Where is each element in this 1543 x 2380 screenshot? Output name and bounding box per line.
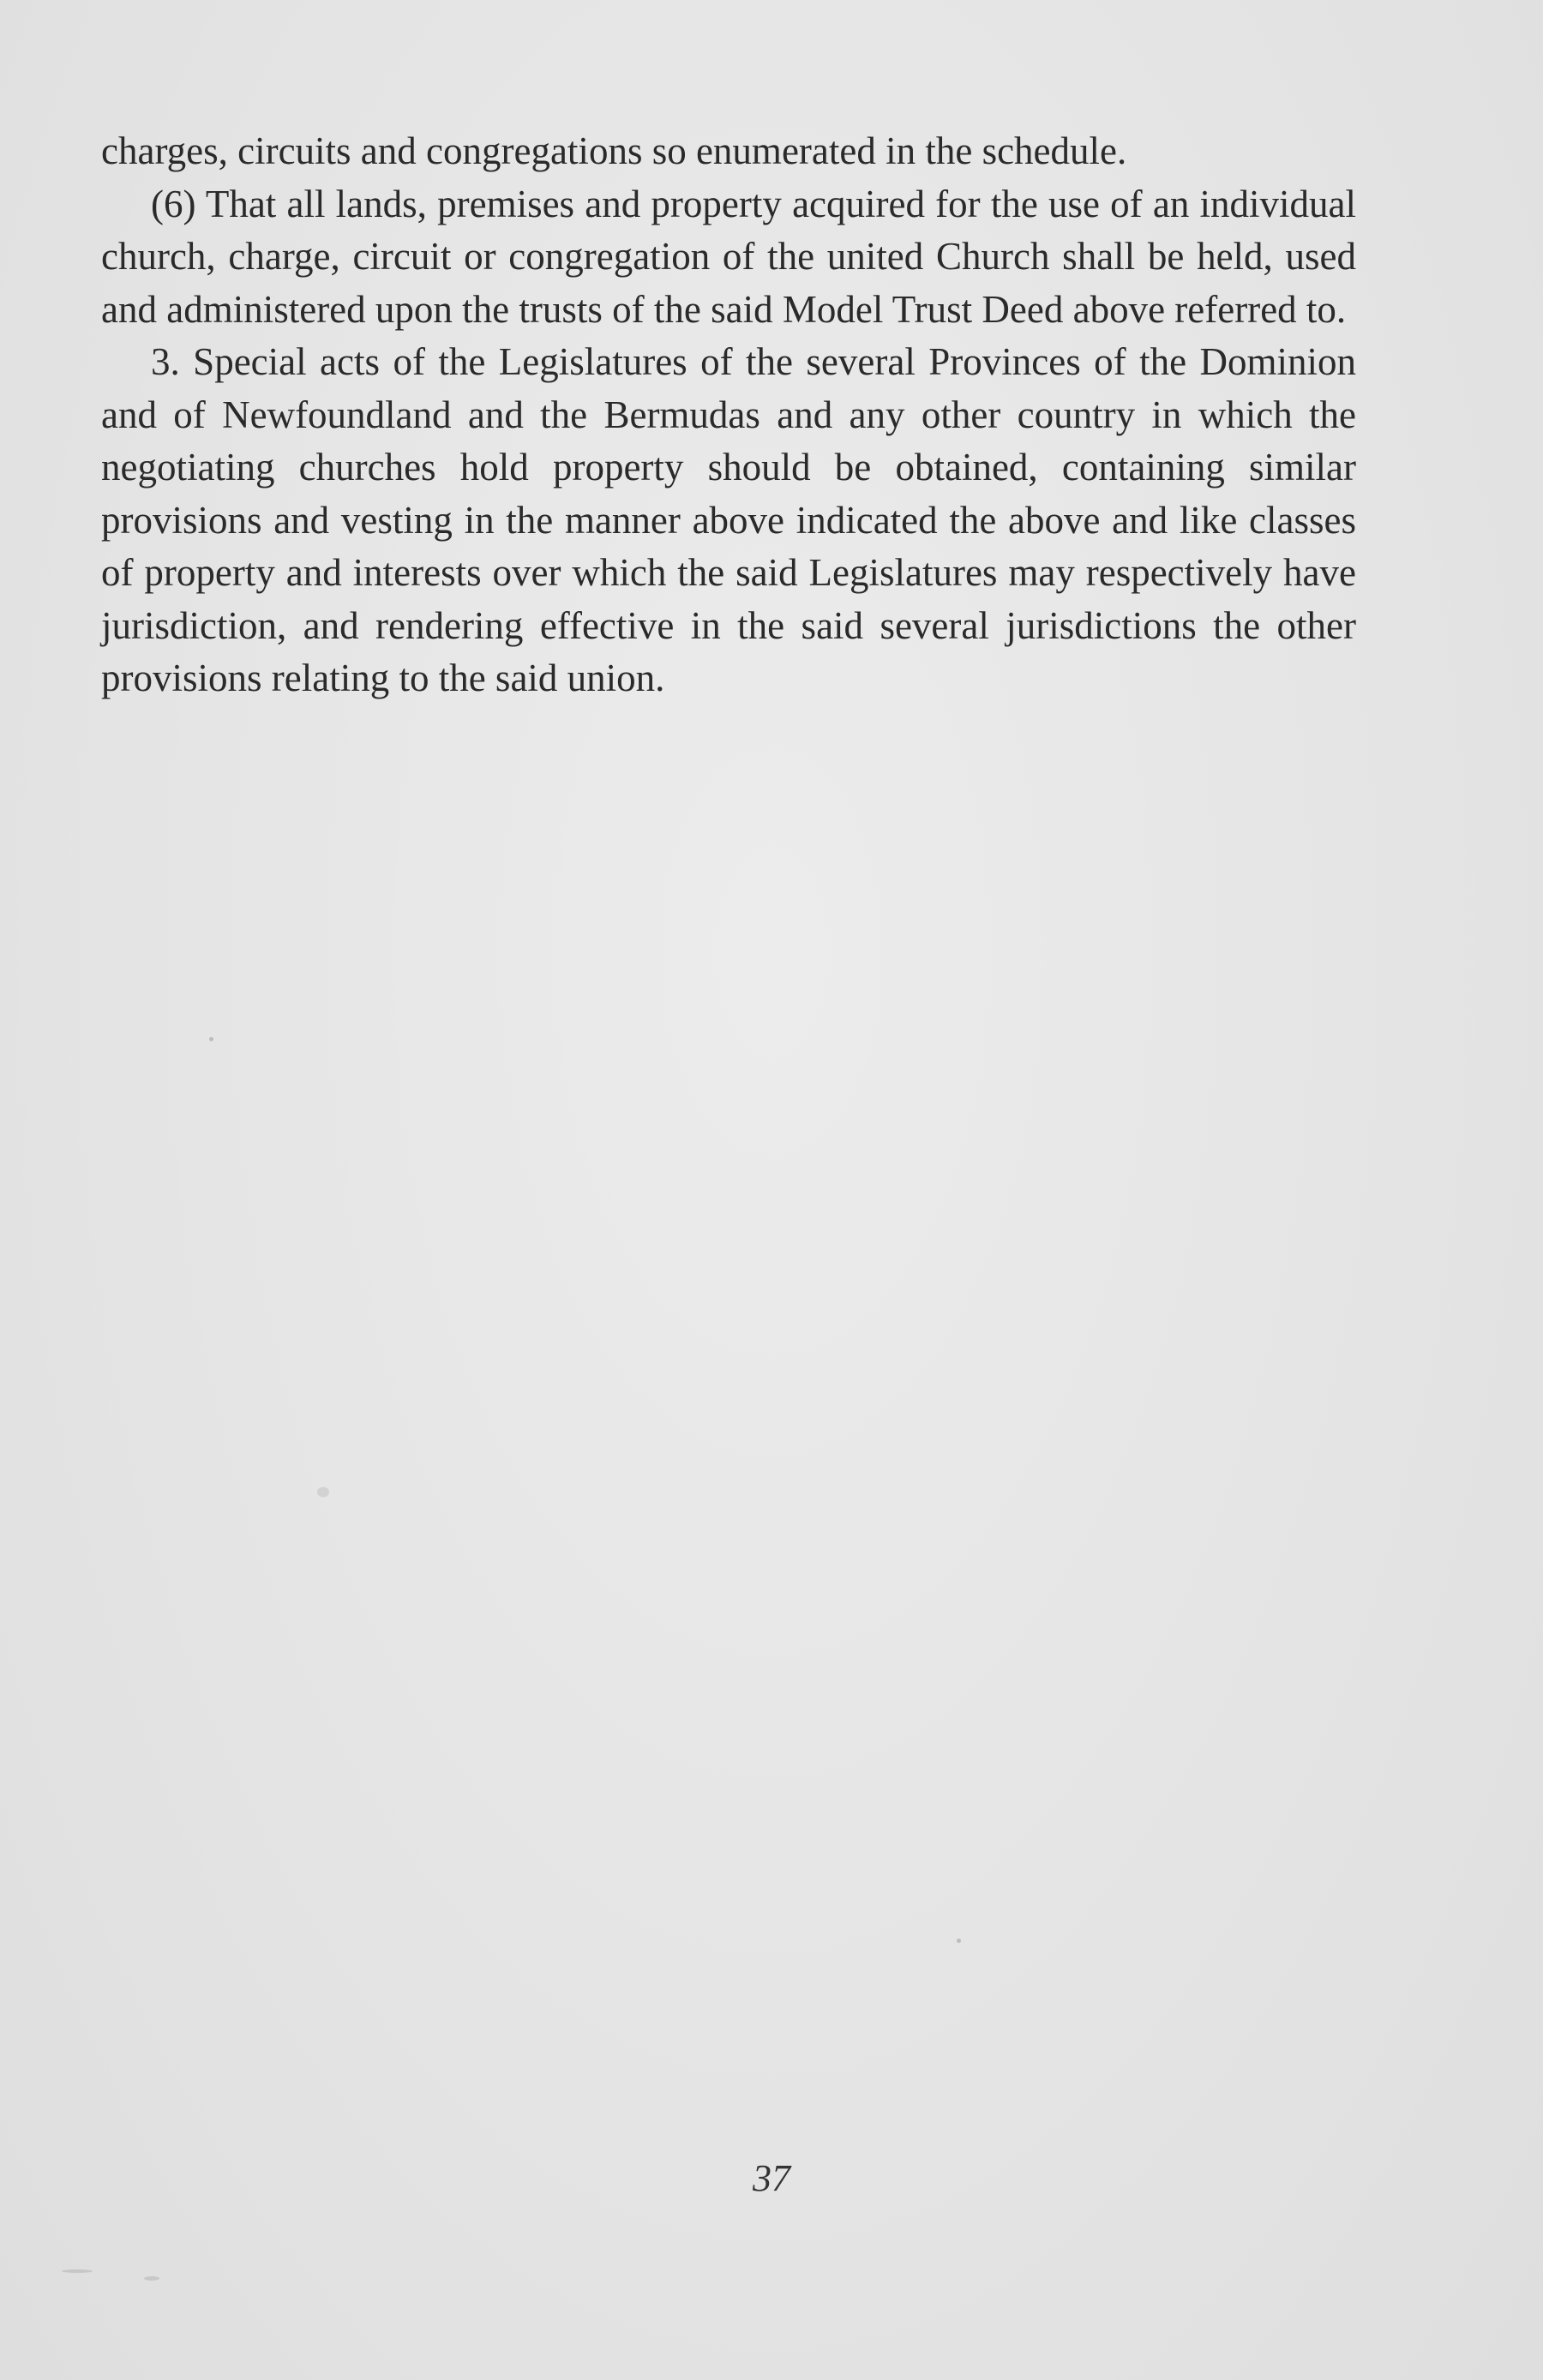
scan-speck xyxy=(957,1939,961,1943)
paragraph-clause-6: (6) That all lands, premises and property acquired for the use of an individual church, charge, circuit or congregation of the united Church shall be held, used and administered upon the trusts of the said Model Trust Deed above referred to. xyxy=(101,182,1356,331)
paragraph-section-3: 3. Special acts of the Legislatures of the several Provinces of the Dominion and of Newfoundland and the Bermudas and any other country in which the negotiating churches hold property should be obtained, containing similar provisions and vesting in the manner above indicated the above and like classes of property and interests over which the said Legislatures may respectively have jurisdiction, and rendering effective in the said several jurisdictions the other provisions relating to the said union. xyxy=(101,340,1356,699)
scan-speck xyxy=(209,1037,213,1041)
body-text xyxy=(101,125,1356,705)
scan-speck xyxy=(317,1487,329,1497)
page-number: 37 xyxy=(753,2157,790,2199)
paragraph-continuation: charges, circuits and congregations so enumerated in the schedule. xyxy=(101,129,1127,172)
scan-speck xyxy=(62,2269,93,2273)
scan-speck xyxy=(144,2276,159,2281)
